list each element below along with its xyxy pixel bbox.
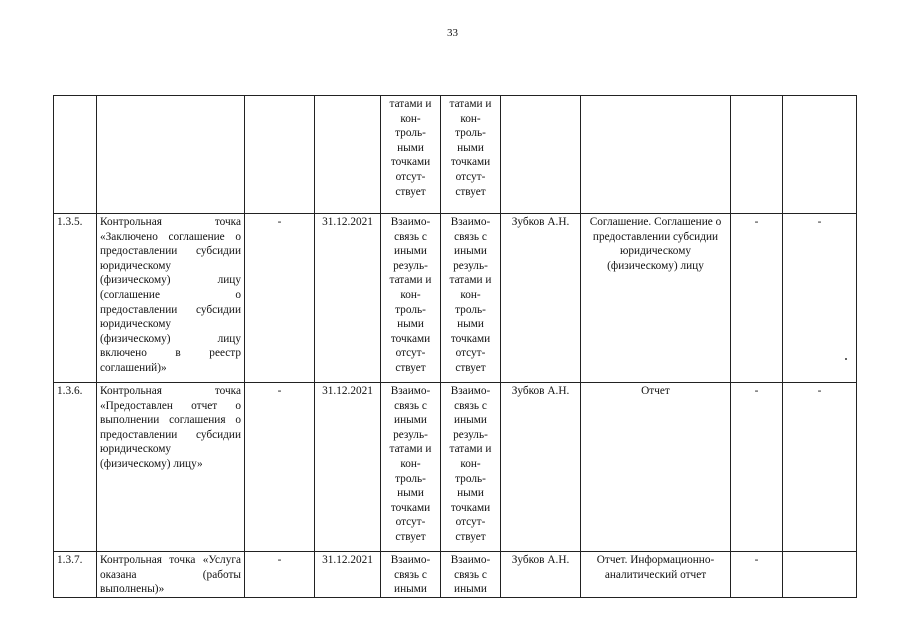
- relation-text: иными: [454, 583, 487, 596]
- extra-value: -: [783, 214, 857, 383]
- row-number: 1.3.6.: [54, 383, 97, 552]
- relation-text: ными: [457, 318, 484, 331]
- relation-text: ными: [457, 487, 484, 500]
- deadline-date: [315, 96, 381, 214]
- table-row: [54, 214, 857, 383]
- relation-cell: [381, 96, 441, 214]
- relation-text: Взаимо-: [450, 216, 491, 228]
- relation-cell: [381, 552, 441, 598]
- document-type: [581, 96, 731, 214]
- responsible-person: Зубков А.Н.: [501, 383, 581, 552]
- extra-value: -: [783, 383, 857, 552]
- relation-cell: [441, 214, 501, 383]
- responsible-person: Зубков А.Н.: [501, 552, 581, 598]
- document-type: Отчет. Информационно-аналитический отчет: [581, 552, 731, 598]
- relation-text: ными: [397, 487, 424, 500]
- extra-value: -: [731, 383, 783, 552]
- relation-text: точками: [450, 501, 491, 514]
- responsible-person: Зубков А.Н.: [501, 214, 581, 383]
- relation-text: Взаимо-: [390, 216, 431, 228]
- relation-text: ными: [457, 141, 484, 154]
- relation-text: троль-: [455, 472, 486, 485]
- control-point-name: Контрольная точка «Заключено соглашение о предоставлении субсидии юридическому (физическому) лицу (соглашение о предоставлении субсидии юридическому (физическому) лицу включено в реестр соглашений)»: [97, 214, 245, 383]
- predecessor-value: -: [245, 552, 315, 598]
- relation-text: отсут-: [455, 516, 486, 529]
- table-row: [54, 383, 857, 552]
- relation-text: Взаимо-: [390, 385, 431, 397]
- document-type: Отчет: [581, 383, 731, 552]
- relation-text: Взаимо-: [450, 385, 491, 397]
- relation-text: ствует: [395, 185, 426, 198]
- relation-text: связь с: [454, 568, 487, 581]
- relation-text: ными: [397, 141, 424, 154]
- relation-text: кон-: [460, 288, 481, 301]
- table-row: [54, 96, 857, 214]
- relation-text: татами и: [449, 98, 492, 110]
- relation-cell: [381, 383, 441, 552]
- deadline-date: 31.12.2021: [315, 383, 381, 552]
- relation-text: иными: [454, 245, 487, 258]
- relation-text: связь с: [394, 568, 427, 581]
- scan-dot-mark: [845, 358, 847, 360]
- relation-text: точками: [390, 332, 431, 345]
- relation-text: троль-: [395, 127, 426, 140]
- extra-value: -: [731, 552, 783, 598]
- control-points-table: [53, 95, 857, 598]
- extra-value: [731, 96, 783, 214]
- relation-text: кон-: [400, 457, 421, 470]
- extra-value: -: [731, 214, 783, 383]
- relation-text: резуль-: [393, 259, 428, 272]
- relation-text: иными: [394, 245, 427, 258]
- relation-text: татами и: [449, 274, 492, 287]
- relation-text: татами и: [449, 443, 492, 456]
- relation-cell: [441, 383, 501, 552]
- relation-text: кон-: [460, 112, 481, 125]
- deadline-date: 31.12.2021: [315, 552, 381, 598]
- relation-text: троль-: [455, 127, 486, 140]
- relation-text: троль-: [455, 303, 486, 316]
- relation-text: точками: [390, 501, 431, 514]
- relation-text: связь с: [394, 399, 427, 412]
- predecessor-value: -: [245, 383, 315, 552]
- relation-text: Взаимо-: [450, 554, 491, 566]
- relation-text: кон-: [460, 457, 481, 470]
- relation-text: отсут-: [395, 170, 426, 183]
- relation-text: татами и: [389, 98, 432, 110]
- predecessor-value: [245, 96, 315, 214]
- relation-text: связь с: [454, 230, 487, 243]
- relation-text: связь с: [394, 230, 427, 243]
- relation-text: резуль-: [453, 259, 488, 272]
- relation-text: иными: [454, 414, 487, 427]
- row-number: 1.3.7.: [54, 552, 97, 598]
- relation-text: резуль-: [393, 428, 428, 441]
- relation-text: точками: [450, 156, 491, 169]
- relation-text: татами и: [389, 443, 432, 456]
- control-point-name: Контрольная точка «Услуга оказана (работы выполнены)»: [97, 552, 245, 598]
- table-row: [54, 552, 857, 598]
- relation-text: отсут-: [455, 170, 486, 183]
- relation-text: ствует: [455, 361, 486, 374]
- relation-text: ствует: [395, 361, 426, 374]
- relation-text: ными: [397, 318, 424, 331]
- row-number: [54, 96, 97, 214]
- relation-text: резуль-: [453, 428, 488, 441]
- deadline-date: 31.12.2021: [315, 214, 381, 383]
- relation-text: троль-: [395, 303, 426, 316]
- relation-text: иными: [394, 583, 427, 596]
- relation-cell: [441, 552, 501, 598]
- relation-text: троль-: [395, 472, 426, 485]
- relation-cell: [381, 214, 441, 383]
- page-number: 33: [447, 27, 458, 39]
- row-number: 1.3.5.: [54, 214, 97, 383]
- relation-text: отсут-: [455, 347, 486, 360]
- relation-text: иными: [394, 414, 427, 427]
- predecessor-value: -: [245, 214, 315, 383]
- control-point-name: [97, 96, 245, 214]
- relation-text: точками: [390, 156, 431, 169]
- relation-text: кон-: [400, 112, 421, 125]
- extra-value: [783, 96, 857, 214]
- relation-text: ствует: [395, 530, 426, 543]
- extra-value: [783, 552, 857, 598]
- relation-text: татами и: [389, 274, 432, 287]
- relation-cell: [441, 96, 501, 214]
- relation-text: Взаимо-: [390, 554, 431, 566]
- relation-text: отсут-: [395, 347, 426, 360]
- document-type: Соглашение. Соглашение о предоставлении субсидии юридическому (физическому) лицу: [581, 214, 731, 383]
- control-point-name: Контрольная точка «Предоставлен отчет о выполнении соглашения о предоставлении субсидии юридическому (физическому) лицу»: [97, 383, 245, 552]
- relation-text: отсут-: [395, 516, 426, 529]
- relation-text: ствует: [455, 530, 486, 543]
- relation-text: связь с: [454, 399, 487, 412]
- relation-text: ствует: [455, 185, 486, 198]
- responsible-person: [501, 96, 581, 214]
- relation-text: кон-: [400, 288, 421, 301]
- relation-text: точками: [450, 332, 491, 345]
